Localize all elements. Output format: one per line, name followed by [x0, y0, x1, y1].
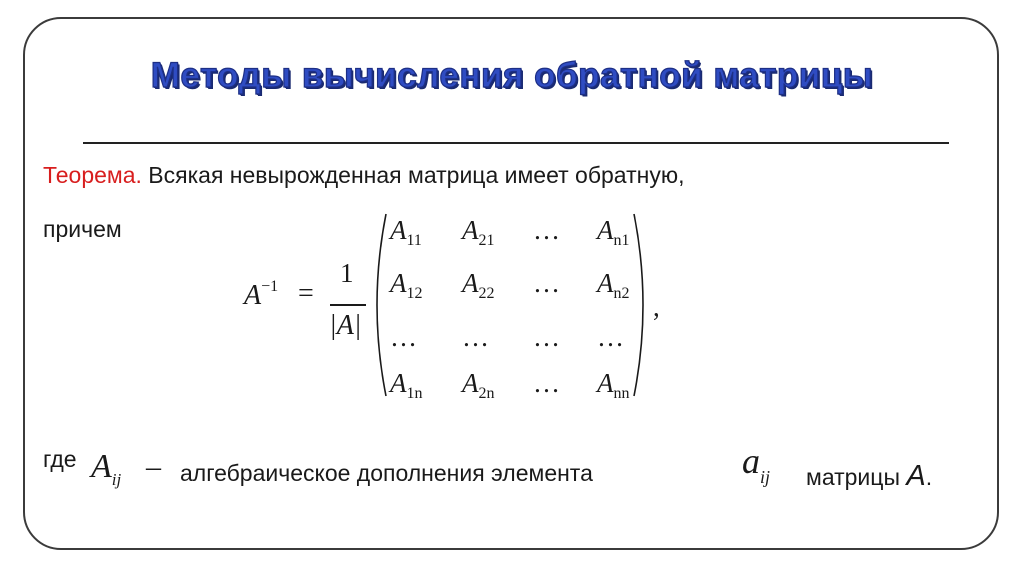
matrix-cell-r4-c4	[597, 368, 667, 403]
matrix-cell-subscript: n1	[613, 232, 630, 249]
formula-equals: =	[298, 278, 314, 309]
slide-title: Методы вычисления обратной матрицы	[150, 56, 874, 95]
matrix-cell-base: A	[462, 268, 479, 298]
aij-symbol	[91, 448, 121, 490]
matrix-cell-base: …	[390, 322, 417, 352]
matrix-cell-r3-c3	[533, 322, 603, 353]
fraction-bar	[330, 304, 366, 306]
theorem-label: Теорема.	[43, 162, 142, 188]
matrix-cell-base: A	[597, 268, 614, 298]
matrix-cell-subscript: 12	[406, 285, 423, 302]
matrix-cell-base: …	[597, 322, 624, 352]
matrix-cell-base: …	[533, 215, 560, 245]
fraction-numerator: 1	[340, 258, 354, 288]
matrix-cell-base: A	[390, 368, 407, 398]
matrix-cell-base: A	[390, 215, 407, 245]
matrix-cell-base: A	[390, 268, 407, 298]
tail-text	[806, 460, 932, 493]
lhs-base: A	[244, 280, 262, 311]
theorem-line	[43, 162, 684, 189]
theorem-text: Всякая невырожденная матрица имеет обратную,	[141, 162, 685, 188]
matrix-cell-base: A	[597, 368, 614, 398]
line-prichem: причем	[43, 216, 122, 242]
aij-base: A	[91, 448, 112, 485]
matrix-cell-r3-c4	[597, 322, 667, 353]
matrix-cell-r4-c3	[533, 368, 603, 399]
matrix-cell-subscript: 2n	[478, 385, 495, 402]
title-divider	[83, 142, 949, 144]
matrix-cell-base: A	[462, 215, 479, 245]
matrix-cell-r2-c3	[533, 268, 603, 299]
description-text: алгебраическое дополнения элемента	[180, 460, 593, 486]
matrix-cell-subscript: 22	[478, 285, 495, 302]
matrix-cell-r4-c2	[462, 368, 532, 403]
matrix-cell-subscript: 11	[406, 232, 422, 249]
matrix-cell-subscript: n2	[613, 285, 630, 302]
matrix-cell-r2-c2	[462, 268, 532, 303]
matrix-cell-subscript: nn	[613, 385, 630, 402]
small-a-base: a	[742, 441, 760, 481]
matrix-cell-r4-c1	[390, 368, 460, 403]
matrix-cell-r1-c1	[390, 215, 460, 250]
tail-period: .	[925, 464, 933, 490]
matrix-cell-base: …	[533, 268, 560, 298]
matrix-left-paren	[366, 210, 390, 400]
matrix-cell-r1-c3	[533, 215, 603, 246]
tail-word: матрицы	[806, 464, 900, 490]
matrix-cell-r2-c1	[390, 268, 460, 303]
matrix-cell-subscript: 21	[478, 232, 495, 249]
matrix-cell-base: …	[533, 322, 560, 352]
small-a-subscript: ij	[760, 467, 771, 487]
matrix-cell-base: A	[597, 215, 614, 245]
aij-subscript: ij	[111, 470, 122, 489]
matrix-cell-subscript: 1n	[406, 385, 423, 402]
dash: –	[146, 450, 161, 483]
matrix-cell-r3-c1	[390, 322, 460, 353]
formula-lhs	[244, 278, 278, 312]
matrix-cell-r1-c4	[597, 215, 667, 250]
matrix-cell-base: …	[462, 322, 489, 352]
lhs-exponent: −1	[261, 278, 279, 295]
matrix-cell-base: A	[462, 368, 479, 398]
formula-comma: ,	[653, 292, 660, 322]
where-word: где	[43, 446, 77, 472]
matrix-cell-r3-c2	[462, 322, 532, 353]
matrix-cell-base: …	[533, 368, 560, 398]
matrix-cell-r1-c2	[462, 215, 532, 250]
small-aij-symbol	[742, 440, 770, 488]
fraction-denominator: |A|	[329, 310, 362, 341]
tail-letter: A	[906, 460, 926, 492]
